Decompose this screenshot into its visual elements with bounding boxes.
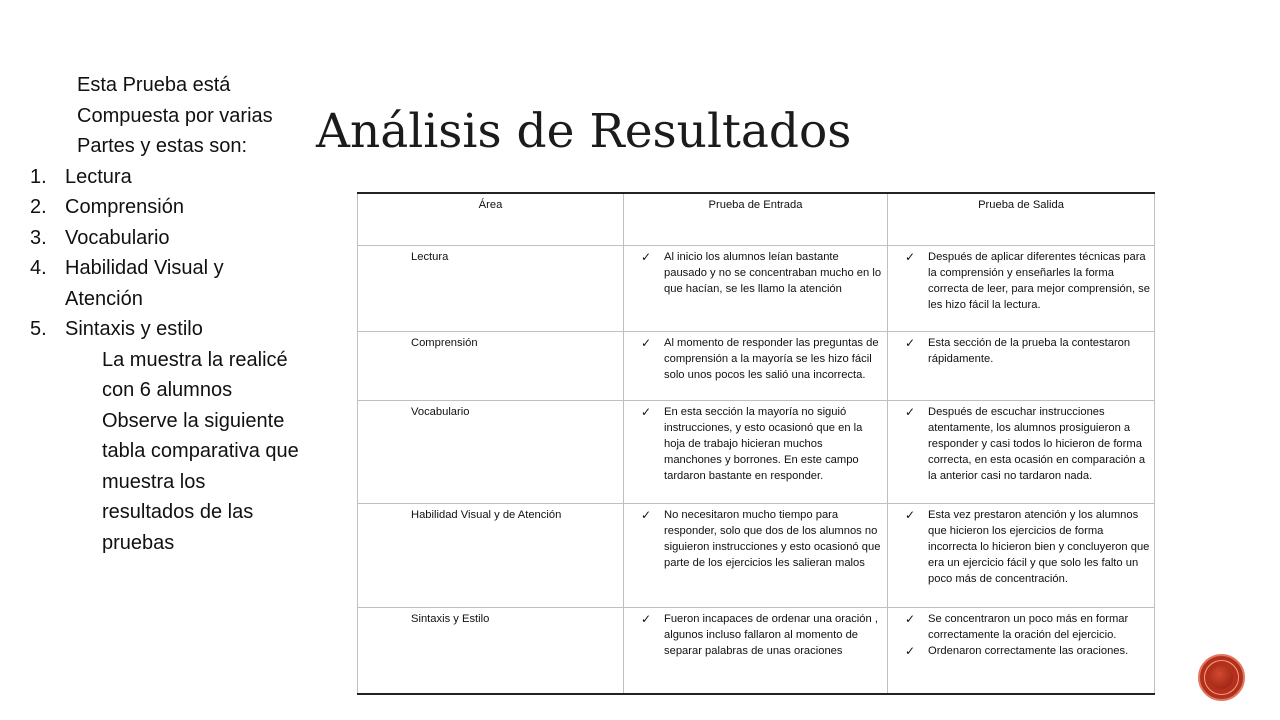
entrada-item: ✓ En esta sección la mayoría no siguió instrucciones, y esto ocasionó que en la hoja de trabajo hicieran muchos manchones y borrones. En este campo tardaron bastante en responder. bbox=[641, 405, 863, 482]
salida-item: ✓ Ordenaron correctamente las oraciones. bbox=[905, 644, 1129, 658]
observe-note: Observe la siguiente tabla comparativa que muestra los resultados de las pruebas bbox=[102, 409, 299, 554]
entrada-cell bbox=[624, 332, 888, 401]
list-label: Vocabulario bbox=[65, 226, 170, 249]
table-row bbox=[358, 401, 1155, 504]
list-number: 2. bbox=[30, 196, 47, 218]
entrada-item: ✓ Fueron incapaces de ordenar una oración , algunos incluso fallaron al momento de separar palabras de unas oraciones bbox=[641, 612, 878, 657]
list-label: Lectura bbox=[65, 165, 132, 188]
slide-badge-icon bbox=[1198, 654, 1245, 701]
checkmark-icon: ✓ bbox=[905, 644, 916, 658]
checkmark-icon: ✓ bbox=[641, 250, 652, 264]
checkmark-icon: ✓ bbox=[905, 250, 916, 264]
entrada-item: ✓ Al momento de responder las preguntas de comprensión a la mayoría se les hizo fácil solo unos pocos les salió una incorrecta. bbox=[641, 336, 879, 381]
entrada-cell bbox=[624, 504, 888, 608]
area-cell: Vocabulario bbox=[358, 401, 624, 504]
checkmark-icon: ✓ bbox=[641, 508, 652, 522]
header-salida: Prueba de Salida bbox=[888, 193, 1155, 246]
entrada-cell bbox=[624, 401, 888, 504]
intro-text: Esta Prueba está Compuesta por varias Partes y estas son: bbox=[77, 74, 273, 157]
salida-cell bbox=[888, 401, 1155, 504]
list-number: 5. bbox=[30, 318, 47, 340]
table-row bbox=[358, 332, 1155, 401]
checkmark-icon: ✓ bbox=[905, 405, 916, 419]
sample-note: La muestra la realicé con 6 alumnos bbox=[102, 348, 288, 401]
salida-cell bbox=[888, 608, 1155, 694]
checkmark-icon: ✓ bbox=[905, 336, 916, 350]
entrada-item: ✓ No necesitaron mucho tiempo para responder, solo que dos de los alumnos no siguieron instrucciones y esto ocasionó que parte de los ejercicios les salieran malos bbox=[641, 508, 881, 569]
list-number: 1. bbox=[30, 165, 47, 188]
checkmark-icon: ✓ bbox=[905, 612, 916, 626]
list-number: 3. bbox=[30, 226, 47, 249]
salida-cell bbox=[888, 332, 1155, 401]
entrada-cell bbox=[624, 608, 888, 694]
list-item bbox=[30, 314, 300, 345]
list-number: 4. bbox=[30, 257, 47, 279]
table-row bbox=[358, 608, 1155, 694]
entrada-item: ✓ Al inicio los alumnos leían bastante pausado y no se concentraban mucho en lo que hacían, se les llamo la atención bbox=[641, 250, 882, 295]
table-row bbox=[358, 504, 1155, 608]
list-item bbox=[30, 223, 300, 254]
salida-cell bbox=[888, 504, 1155, 608]
area-cell: Habilidad Visual y de Atención bbox=[358, 504, 624, 608]
checkmark-icon: ✓ bbox=[905, 508, 916, 522]
salida-item: ✓ Esta vez prestaron atención y los alumnos que hicieron los ejercicios de forma incorrecta lo hicieron bien y concluyeron que era un ejercicio fácil y que solo les falto un poco más de concentración. bbox=[905, 508, 1150, 585]
list-label: Habilidad Visual y Atención bbox=[65, 257, 224, 310]
list-label: Comprensión bbox=[65, 196, 184, 218]
salida-item: ✓ Después de aplicar diferentes técnicas para la comprensión y enseñarles la forma correcta de leer, para mejor comprensión, se les hizo fácil la lectura. bbox=[905, 250, 1150, 311]
left-panel bbox=[30, 70, 300, 558]
checkmark-icon: ✓ bbox=[641, 405, 652, 419]
entrada-cell bbox=[624, 246, 888, 332]
area-cell: Lectura bbox=[358, 246, 624, 332]
salida-item: ✓ Se concentraron un poco más en formar correctamente la oración del ejercicio. bbox=[905, 612, 1129, 641]
salida-cell bbox=[888, 246, 1155, 332]
table-row bbox=[358, 246, 1155, 332]
list-item bbox=[30, 162, 300, 193]
list-item bbox=[30, 253, 300, 314]
list-item bbox=[30, 192, 300, 223]
salida-item: ✓ Esta sección de la prueba la contestaron rápidamente. bbox=[905, 336, 1131, 365]
header-area: Área bbox=[358, 193, 624, 246]
header-entrada: Prueba de Entrada bbox=[624, 193, 888, 246]
checkmark-icon: ✓ bbox=[641, 336, 652, 350]
area-cell: Sintaxis y Estilo bbox=[358, 608, 624, 694]
list-label: Sintaxis y estilo bbox=[65, 318, 203, 340]
salida-item: ✓ Después de escuchar instrucciones atentamente, los alumnos prosiguieron a responder y casi todos lo hicieron de forma correcta, en esta ocasión en comparación a la anterior casi no tardaron nada. bbox=[905, 405, 1146, 482]
parts-list bbox=[30, 162, 300, 345]
badge-center bbox=[1210, 666, 1233, 689]
table-header-row bbox=[358, 193, 1155, 246]
area-cell: Comprensión bbox=[358, 332, 624, 401]
results-table bbox=[357, 192, 1155, 695]
checkmark-icon: ✓ bbox=[641, 612, 652, 626]
page-title: Análisis de Resultados bbox=[316, 104, 852, 159]
